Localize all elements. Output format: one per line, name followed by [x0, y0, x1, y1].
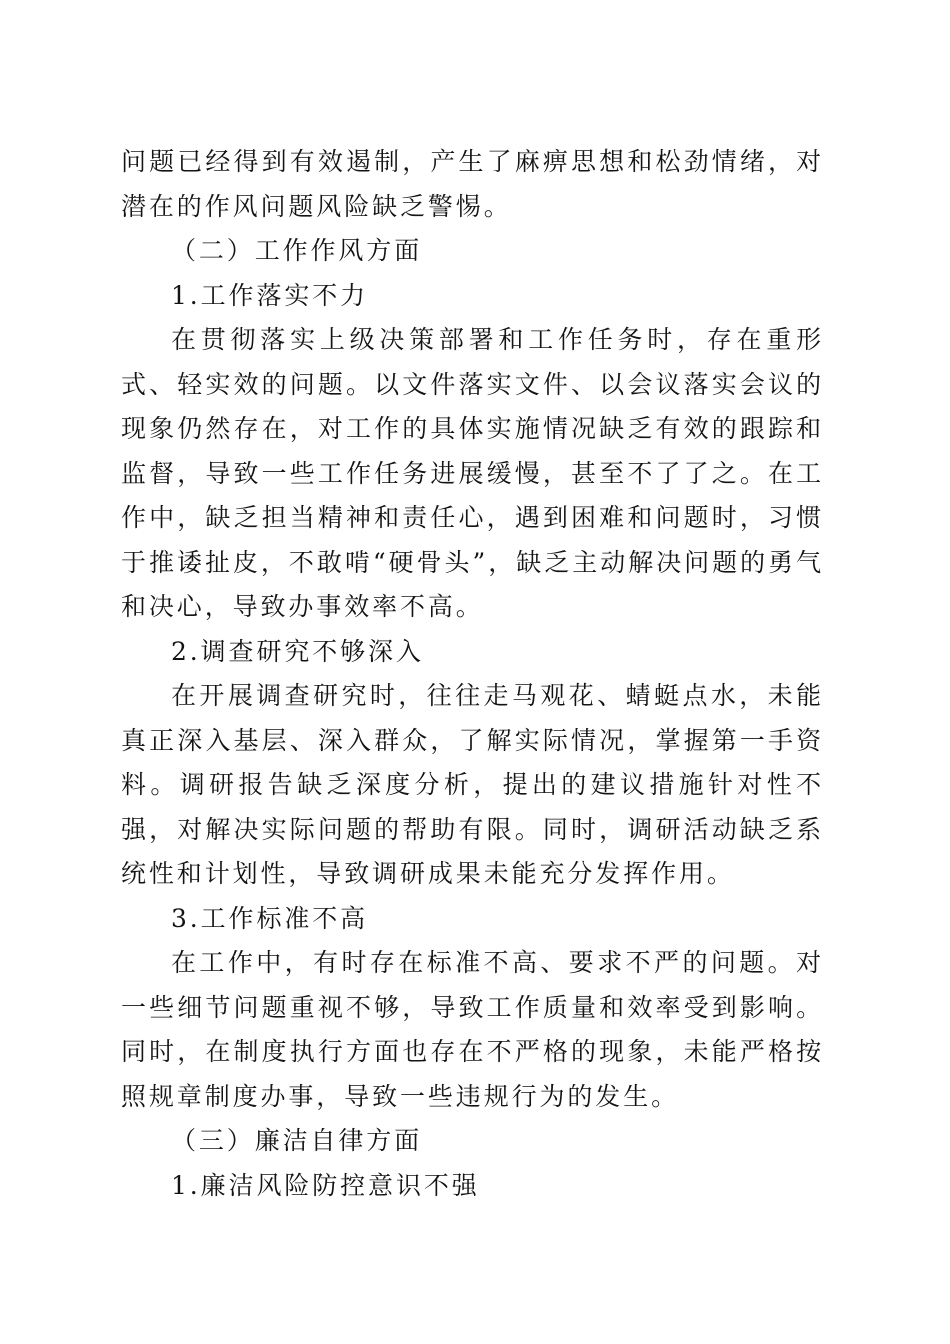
subheading-work-implementation: 1.工作落实不力 — [171, 280, 369, 310]
subheading-work-standards: 3.工作标准不高 — [171, 903, 369, 933]
subheading-integrity-risk: 1.廉洁风险防控意识不强 — [171, 1170, 480, 1200]
paragraph-work-implementation: 在贯彻落实上级决策部署和工作任务时，存在重形式、轻实效的问题。以文件落实文件、以会议落实会议的现象仍然存在，对工作的具体实施情况缺乏有效的跟踪和监督，导致一些工作任务进展缓慢，甚至不了了之。在工作中，缺乏担当精神和责任心，遇到困难和问题时，习惯于推诿扯皮，不敢啃“硬骨头”，缺乏主动解决问题的勇气和决心，导致办事效率不高。 — [121, 325, 824, 621]
paragraph-research: 在开展调查研究时，往往走马观花、蜻蜓点水，未能真正深入基层、深入群众，了解实际情况，掌握第一手资料。调研报告缺乏深度分析，提出的建议措施针对性不强，对解决实际问题的帮助有限。同时，调研活动缺乏系统性和计划性，导致调研成果未能充分发挥作用。 — [121, 681, 824, 888]
section-heading-work-style: （二）工作作风方面 — [171, 236, 423, 265]
subheading-research: 2.调查研究不够深入 — [171, 636, 424, 666]
paragraph-continued: 问题已经得到有效遏制，产生了麻痹思想和松劲情绪，对潜在的作风问题风险缺乏警惕。 — [121, 147, 824, 221]
paragraph-work-standards: 在工作中，有时存在标准不高、要求不严的问题。对一些细节问题重视不够，导致工作质量和效率受到影响。同时，在制度执行方面也存在不严格的现象，未能严格按照规章制度办事，导致一些违规行为的发生。 — [121, 948, 824, 1111]
section-heading-integrity: （三）廉洁自律方面 — [171, 1126, 423, 1155]
document-body — [121, 140, 824, 1208]
